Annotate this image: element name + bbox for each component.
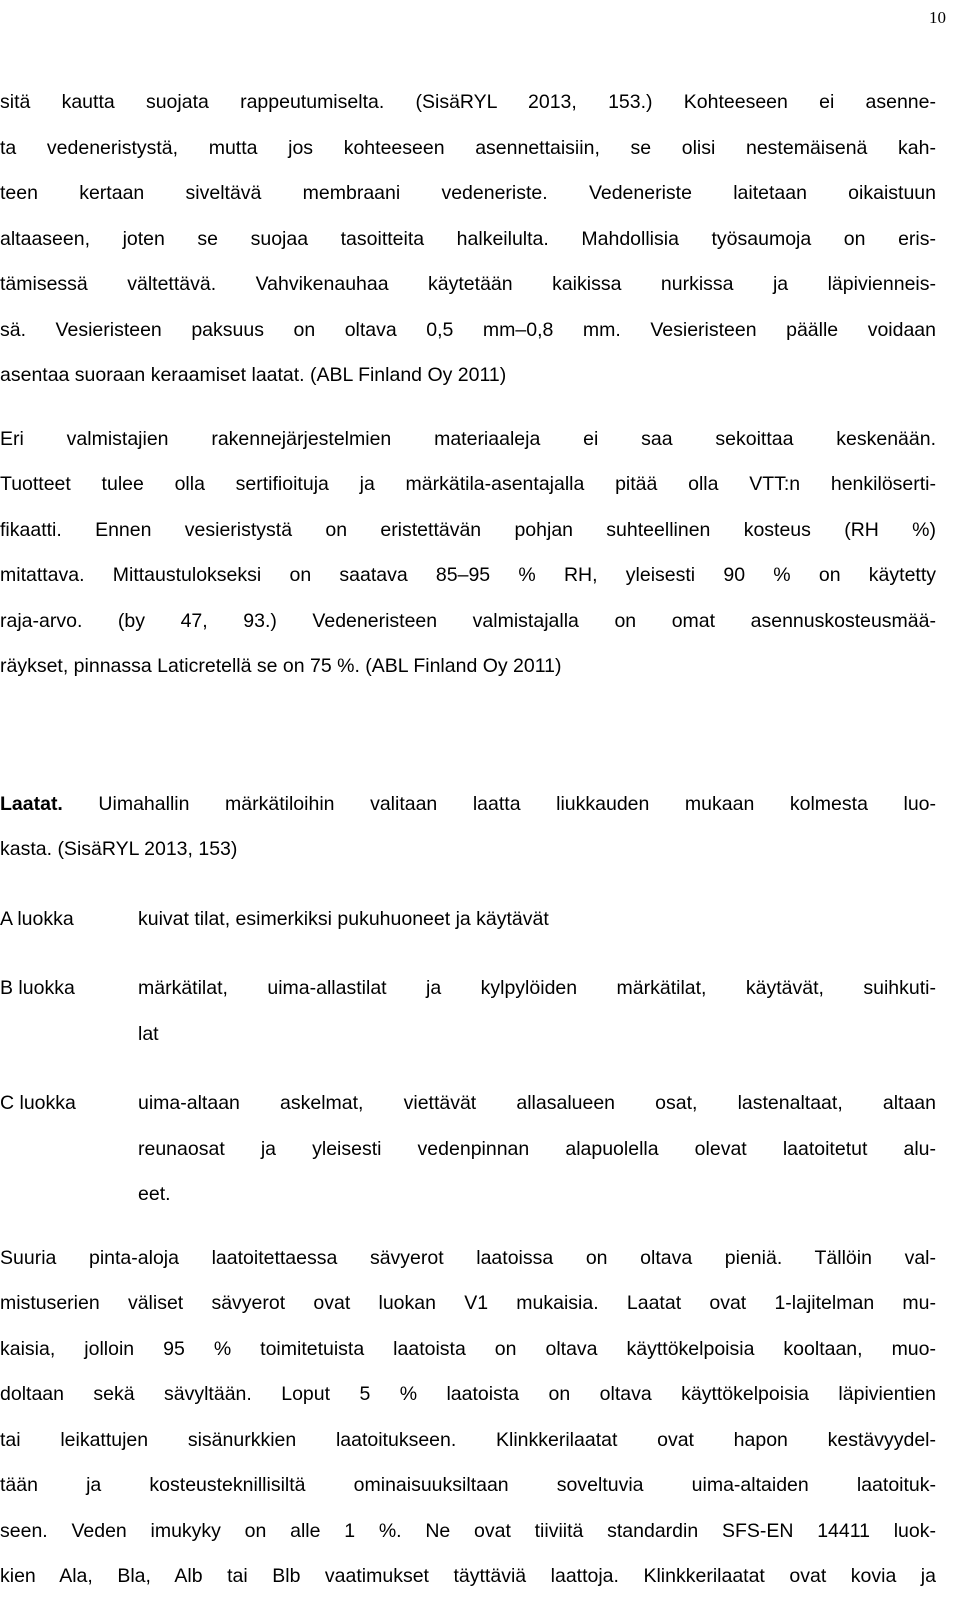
text-line: tai leikattujen sisänurkkien laatoitukseen. Klinkkerilaatat ovat hapon kestävyydel- — [0, 1428, 936, 1451]
text-line: kien Ala, Bla, Alb tai Blb vaatimukset täyttäviä laattoja. Klinkkerilaatat ovat kovia ja — [0, 1565, 936, 1587]
text-line: sitä kautta suojata rappeutumiselta. (SisäRYL 2013, 153.) Kohteeseen ei asenne- — [0, 91, 936, 113]
text-line: altaaseen, joten se suojaa tasoitteita halkeilulta. Mahdollisia työsaumoja on eris- — [0, 227, 936, 250]
class-description-line: lat — [138, 1022, 159, 1045]
text-line — [0, 782, 936, 828]
class-description-line: uima-altaan askelmat, viettävät allasalueen osat, lastenaltaat, altaan — [138, 1092, 936, 1114]
class-label: B luokka — [0, 977, 75, 999]
paragraph-laatat — [0, 782, 936, 873]
text-span: Uimahallin märkätiloihin valitaan laatta liukkauden mukaan kolmesta luo- — [62, 792, 936, 815]
class-label: C luokka — [0, 1092, 76, 1114]
text-line: Eri valmistajien rakennejärjestelmien materiaaleja ei saa sekoittaa keskenään. — [0, 427, 936, 450]
section-heading-laatat: Laatat. — [0, 792, 63, 815]
paragraph-materials — [0, 417, 936, 690]
text-line: tään ja kosteusteknillisiltä ominaisuuksiltaan soveltuvia uima-altaiden laatoituk- — [0, 1474, 936, 1496]
class-row-c — [0, 1081, 936, 1218]
paragraph-tile-quality — [0, 1236, 936, 1600]
text-line: Suuria pinta-aloja laatoitettaessa sävyerot laatoissa on oltava pieniä. Tällöin val- — [0, 1246, 936, 1269]
class-row-a — [0, 897, 936, 943]
text-line: ta vedeneristystä, mutta jos kohteeseen asennettaisiin, se olisi nestemäisenä kah- — [0, 136, 936, 159]
text-line: fikaatti. Ennen vesieristystä on eristettävän pohjan suhteellinen kosteus (RH %) — [0, 518, 936, 541]
text-line: kasta. (SisäRYL 2013, 153) — [0, 838, 238, 860]
class-label: A luokka — [0, 907, 74, 930]
text-line: Tuotteet tulee olla sertifioituja ja märkätila-asentajalla pitää olla VTT:n henkilöserti- — [0, 473, 936, 495]
page-number: 10 — [929, 8, 946, 27]
text-line: raja-arvo. (by 47, 93.) Vedeneristeen valmistajalla on omat asennuskosteusmää- — [0, 609, 936, 632]
text-line: teen kertaan siveltävä membraani vedeneriste. Vedeneriste laitetaan oikaistuun — [0, 182, 936, 204]
class-description-line: reunaosat ja yleisesti vedenpinnan alapuolella olevat laatoitetut alu- — [138, 1137, 936, 1160]
class-description-line: kuivat tilat, esimerkiksi pukuhuoneet ja käytävät — [138, 907, 549, 930]
slip-class-list — [0, 897, 936, 1218]
paragraph-waterproofing — [0, 80, 936, 399]
text-line: seen. Veden imukyky on alle 1 %. Ne ovat tiiviitä standardin SFS-EN 14411 luok- — [0, 1519, 936, 1542]
document-body — [0, 80, 936, 1600]
text-line: mistuserien väliset sävyerot ovat luokan V1 mukaisia. Laatat ovat 1-lajitelman mu- — [0, 1292, 936, 1314]
class-description-line: eet. — [138, 1183, 171, 1205]
text-line: mitattava. Mittaustulokseksi on saatava 85–95 % RH, yleisesti 90 % on käytetty — [0, 564, 936, 586]
text-line: tämisessä vältettävä. Vahvikenauhaa käytetään kaikissa nurkissa ja läpivienneis- — [0, 273, 936, 295]
class-row-b — [0, 966, 936, 1057]
text-line: sä. Vesieristeen paksuus on oltava 0,5 mm–0,8 mm. Vesieristeen päälle voidaan — [0, 318, 936, 341]
text-line: asentaa suoraan keraamiset laatat. (ABL Finland Oy 2011) — [0, 364, 507, 386]
text-line: doltaan sekä sävyltään. Loput 5 % laatoista on oltava käyttökelpoisia läpivientien — [0, 1383, 936, 1405]
text-line: kaisia, jolloin 95 % toimitetuista laatoista on oltava käyttökelpoisia kooltaan, muo- — [0, 1337, 936, 1360]
text-line: räykset, pinnassa Laticretellä se on 75 %. (ABL Finland Oy 2011) — [0, 655, 562, 677]
class-description-line: märkätilat, uima-allastilat ja kylpylöiden märkätilat, käytävät, suihkuti- — [138, 977, 936, 999]
